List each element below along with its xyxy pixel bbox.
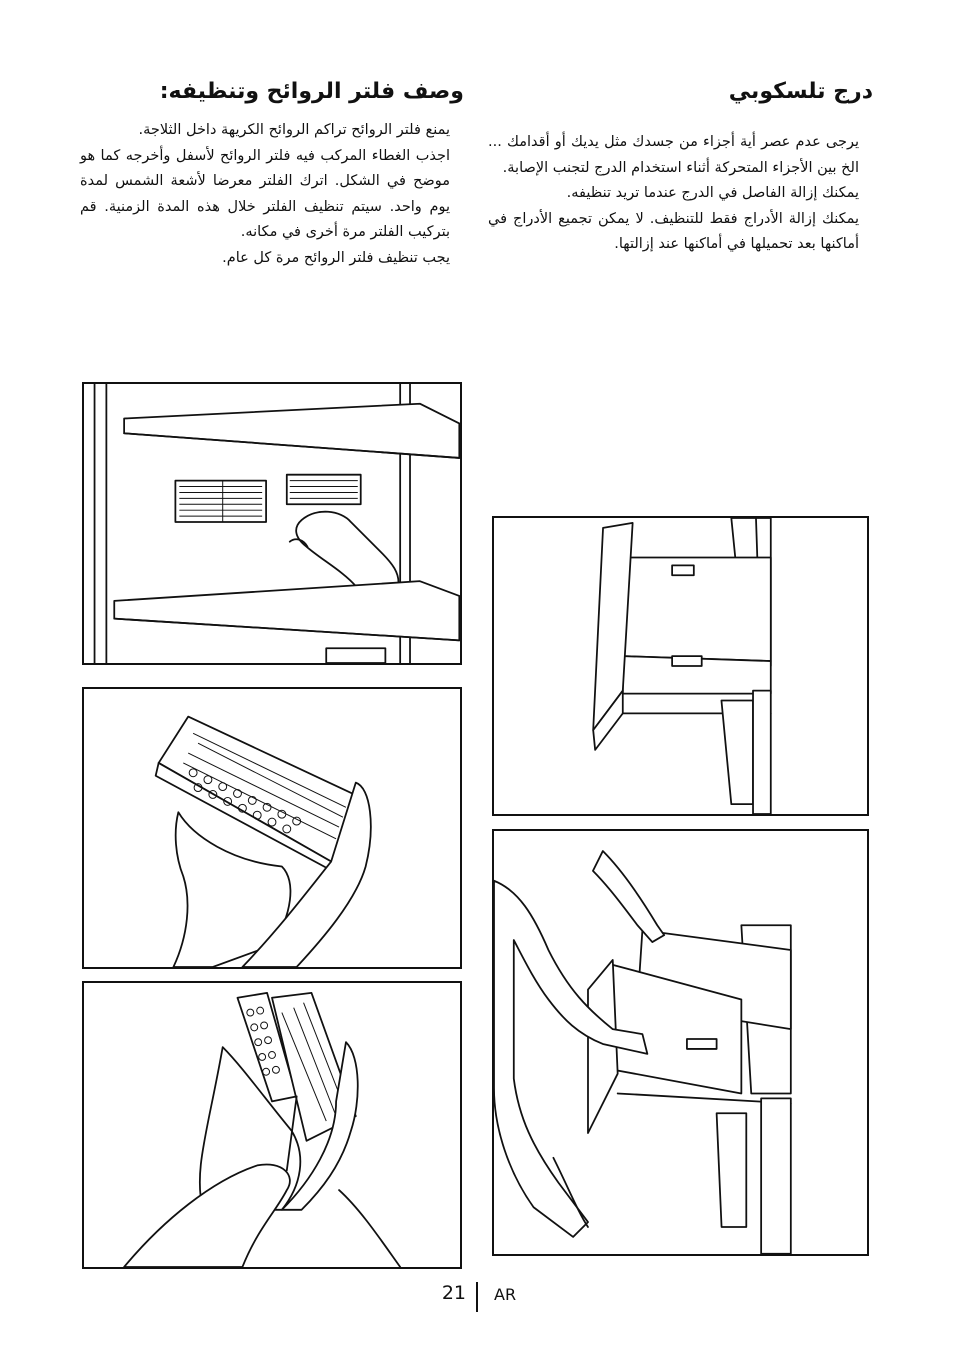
language-code: AR xyxy=(494,1285,517,1304)
figure-filter-opened xyxy=(82,981,462,1269)
section-heading-filter: وصف فلتر الروائح وتنظيفه: xyxy=(159,79,464,104)
drawer-open-illustration xyxy=(494,518,867,814)
drawer-removal-paragraph: يمكنك إزالة الأدراج فقط للتنظيف. لا يمكن تجميع الأدراج في أماكنها بعد تحميلها في أماكنها عند إزالتها. xyxy=(488,210,859,252)
figure-drawer-open xyxy=(492,516,869,816)
filter-frequency-paragraph: يجب تنظيف فلتر الروائح مرة كل عام. xyxy=(222,249,450,266)
figure-filter-in-hands xyxy=(82,687,462,969)
odour-filter-section xyxy=(80,76,464,271)
drawer-divider-paragraph: يمكنك إزالة الفاصل في الدرج عندما تريد تنظيفه. xyxy=(566,185,859,201)
section-heading-drawer: درج تلسكوبي xyxy=(728,79,873,104)
drawer-warning-paragraph: يرجى عدم عصر أية أجزاء من جسدك مثل يديك أو أقدامك ... الخ بين الأجزاء المتحركة أثناء استخدام الدرج لتجنب الإصابة. xyxy=(488,134,859,176)
filter-opened-illustration xyxy=(84,983,460,1267)
figure-drawer-removal xyxy=(492,829,869,1256)
page-number: 21 xyxy=(441,1282,466,1304)
telescopic-drawer-section xyxy=(488,76,873,258)
filter-cleaning-paragraph: اجذب الغطاء المركب فيه فلتر الروائح لأسفل وأخرجه كما هو موضح في الشكل. اترك الفلتر معرضا لأشعة الشمس لمدة يوم واحد. سيتم تنظيف الفلتر خلال هذه المدة الزمنية. قم بتركيب الفلتر مرة أخرى في مكانه. xyxy=(80,147,450,240)
page-footer xyxy=(0,1280,954,1320)
drawer-removal-illustration xyxy=(494,831,867,1254)
footer-divider xyxy=(476,1282,478,1312)
filter-purpose-paragraph: يمنع فلتر الروائح تراكم الروائح الكريهة داخل الثلاجة. xyxy=(138,122,450,138)
figure-filter-in-fridge xyxy=(82,382,462,665)
filter-in-hands-illustration xyxy=(84,689,460,967)
filter-in-fridge-illustration xyxy=(84,384,460,663)
